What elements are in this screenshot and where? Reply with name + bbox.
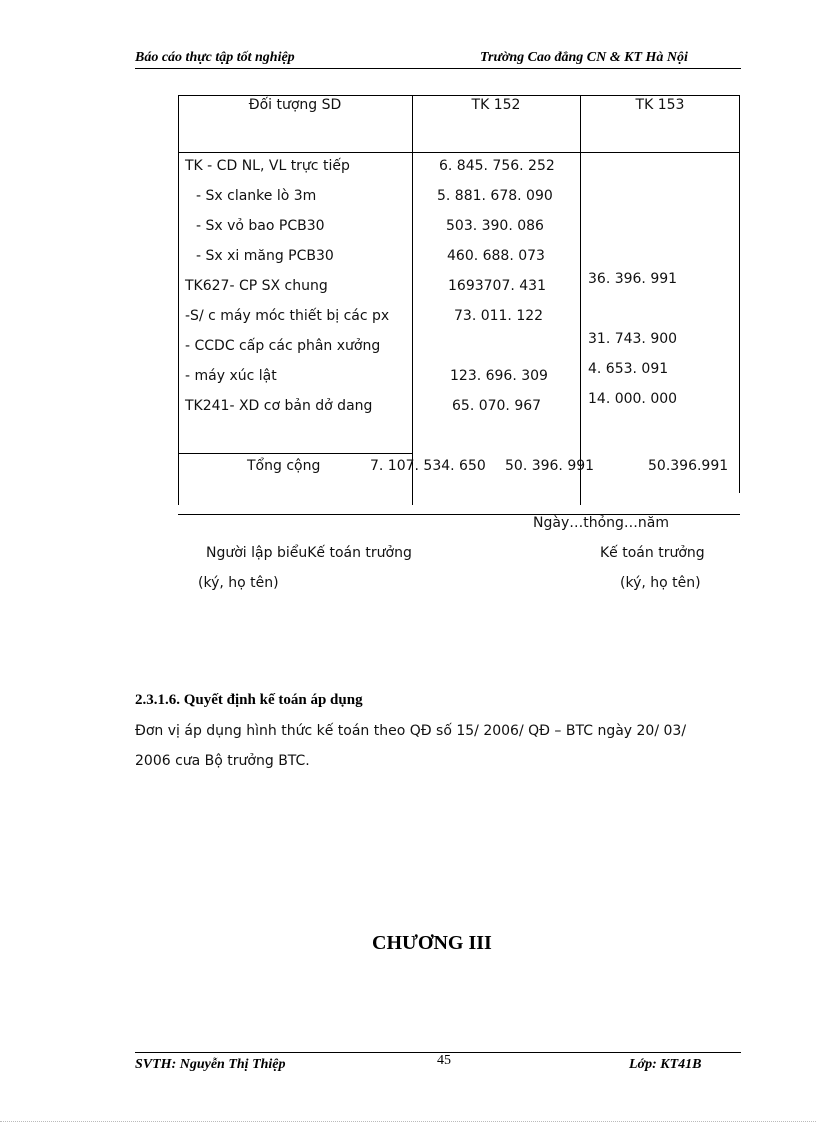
header-rule (135, 68, 741, 69)
preparer-label: Người lập biểu (206, 545, 308, 561)
signature-note-left: (ký, họ tên) (198, 575, 279, 591)
total-tk152: 7. 107. 534. 650 (370, 458, 486, 474)
row-tk152: 460. 688. 073 (447, 248, 545, 264)
col-header-object: Đối tượng SD (248, 97, 342, 113)
row-label: TK - CD NL, VL trực tiếp (185, 158, 350, 174)
row-label: - Sx clanke lò 3m (196, 188, 317, 204)
row-tk152: 123. 696. 309 (450, 368, 548, 384)
header-left: Báo cáo thực tập tốt nghiệp (135, 50, 295, 65)
total-tk153: 50. 396. 991 (505, 458, 595, 474)
row-tk153: 4. 653. 091 (588, 361, 669, 377)
signature-chief-accountant: Kế toán trưởng (600, 545, 705, 561)
section-paragraph-line1: Đơn vị áp dụng hình thức kế toán theo QĐ số 15/ 2006/ QĐ – BTC ngày 20/ 03/ (135, 723, 687, 739)
signature-note-right: (ký, họ tên) (620, 575, 701, 591)
col-header-tk152: TK 152 (471, 97, 521, 113)
section-paragraph-line2: 2006 cưa Bộ trưởng BTC. (135, 753, 310, 769)
page-edge (0, 1121, 816, 1122)
row-tk152: 65. 070. 967 (452, 398, 542, 414)
page-number: 45 (437, 1053, 451, 1068)
row-label: - Sx xi măng PCB30 (196, 248, 334, 264)
footer-right: Lớp: KT41B (629, 1057, 702, 1072)
total-tk153-repeat: 50.396.991 (648, 458, 729, 474)
header-right: Trường Cao đẳng CN & KT Hà Nội (480, 50, 688, 65)
row-tk152: 1693707. 431 (448, 278, 546, 294)
row-tk152: 503. 390. 086 (446, 218, 544, 234)
signature-preparer (206, 545, 412, 561)
row-tk153: 14. 000. 000 (588, 391, 678, 407)
row-label: - Sx vỏ bao PCB30 (196, 218, 325, 234)
row-label: -S/ c máy móc thiết bị các px (185, 308, 390, 324)
chief-accountant-label: Kế toán trưởng (307, 545, 412, 561)
col-header-tk153: TK 153 (635, 97, 685, 113)
row-label: TK241- XD cơ bản dở dang (185, 398, 373, 414)
chapter-title: CHƯƠNG III (372, 932, 492, 954)
row-label: TK627- CP SX chung (185, 278, 328, 294)
row-label: - máy xúc lật (185, 368, 277, 384)
footer-left: SVTH: Nguyễn Thị Thiệp (135, 1057, 286, 1072)
total-label: Tổng cộng (247, 458, 321, 474)
signature-date: Ngày…thỏng…năm (533, 515, 670, 531)
section-heading: 2.3.1.6. Quyết định kế toán áp dụng (135, 692, 363, 708)
row-tk153: 31. 743. 900 (588, 331, 678, 347)
row-label: - CCDC cấp các phân xưởng (185, 338, 381, 354)
row-tk153: 36. 396. 991 (588, 271, 678, 287)
row-tk152: 6. 845. 756. 252 (439, 158, 555, 174)
row-tk152: 73. 011. 122 (454, 308, 544, 324)
row-tk152: 5. 881. 678. 090 (437, 188, 553, 204)
